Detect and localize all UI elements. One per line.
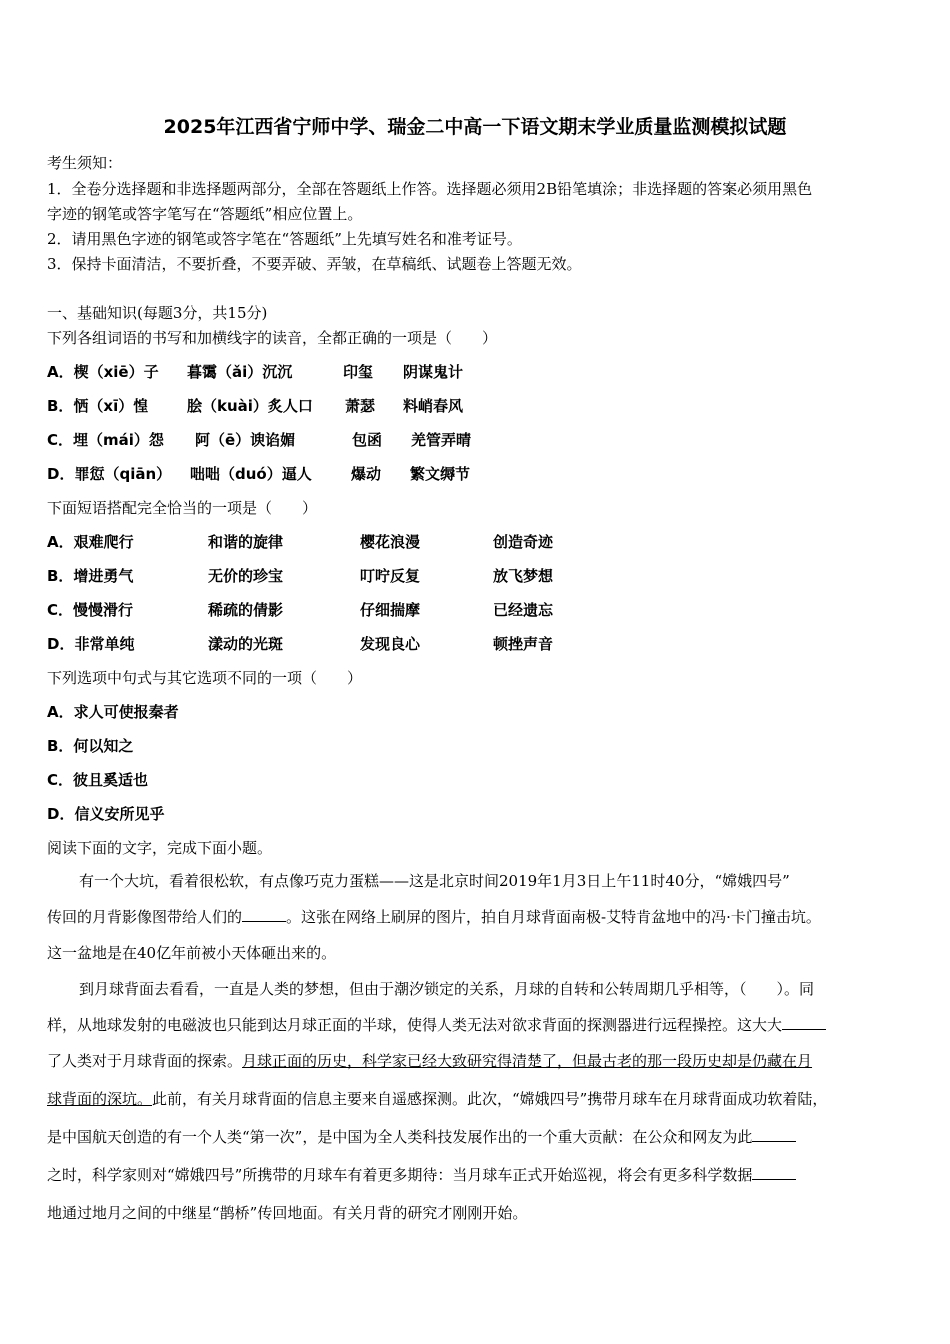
q3-option-c: C．彼且奚适也 (47, 771, 149, 789)
q2-option-a-1: A．艰难爬行 (47, 533, 134, 551)
q2-option-b-1: B．增进勇气 (47, 567, 134, 585)
q2-option-b-2: 无价的珍宝 (208, 567, 284, 585)
passage-text: 传回的月背影像图带给人们的 (47, 908, 243, 926)
q2-option-c-3: 仔细揣摩 (360, 601, 421, 619)
q3-option-a: A．求人可使报秦者 (47, 703, 179, 721)
q1-option-a-2: 暮霭（ǎi）沉沉 (187, 363, 293, 381)
q1-option-c-1: C．埋（mái）怨 (47, 431, 164, 449)
passage-line (47, 1088, 827, 1109)
q2-option-a-2: 和谐的旋律 (208, 533, 284, 551)
passage-line: 地通过地月之间的中继星“鹊桥”传回地面。有关月背的研究才刚刚开始。 (47, 1204, 528, 1222)
passage-text: 。这张在网络上刷屏的图片，拍自月球背面南极-艾特肯盆地中的冯·卡门撞击坑。 (286, 908, 821, 926)
question-2-stem: 下面短语搭配完全恰当的一项是（ ） (47, 499, 318, 517)
q1-option-d-2: 咄咄（duó）逼人 (190, 465, 312, 483)
q1-option-a-3: 印玺 (343, 363, 374, 381)
passage-line (47, 906, 821, 927)
q2-option-c-1: C．慢慢滑行 (47, 601, 134, 619)
passage-text: 样，从地球发射的电磁波也只能到达月球正面的半球，使得人类无法对欲求背面的探测器进行远程操控。这大大 (47, 1016, 783, 1034)
q1-option-a-1: A．楔（xiē）子 (47, 363, 159, 381)
fill-blank (782, 1015, 826, 1030)
q2-option-d-4: 顿挫声音 (493, 635, 554, 653)
q1-option-c-2: 阿（ē）谀谄媚 (195, 431, 296, 449)
notice-line-2: 字迹的钢笔或答字笔写在“答题纸”相应位置上。 (47, 205, 363, 223)
question-1-stem: 下列各组词语的书写和加横线字的读音，全都正确的一项是（ ） (47, 329, 498, 347)
q2-option-d-1: D．非常单纯 (47, 635, 135, 653)
question-3-stem: 下列选项中句式与其它选项不同的一项（ ） (47, 669, 363, 687)
q1-option-b-1: B．恓（xī）惶 (47, 397, 149, 415)
passage-text: 此前，有关月球背面的信息主要来自遥感探测。此次，“嫦娥四号”携带月球车在月球背面成功软着陆， (152, 1090, 828, 1108)
q1-option-d-4: 繁文缛节 (410, 465, 471, 483)
passage-text: 之时，科学家则对“嫦娥四号”所携带的月球车有着更多期待：当月球车正式开始巡视，将会有更多科学数据 (47, 1166, 753, 1184)
q1-option-b-3: 萧瑟 (345, 397, 376, 415)
passage-line (47, 1126, 796, 1147)
passage-line: 这一盆地是在40亿年前被小天体砸出来的。 (47, 944, 337, 962)
q2-option-d-3: 发现良心 (360, 635, 421, 653)
q2-option-a-4: 创造奇迹 (493, 533, 554, 551)
section-heading: 一、基础知识(每题3分，共15分) (47, 304, 268, 322)
q2-option-b-3: 叮咛反复 (360, 567, 421, 585)
page-title: 2025年江西省宁师中学、瑞金二中高一下语文期末学业质量监测模拟试题 (163, 116, 787, 138)
q2-option-c-4: 已经遗忘 (493, 601, 554, 619)
q1-option-c-4: 羌管弄晴 (411, 431, 472, 449)
q2-option-a-3: 樱花浪漫 (360, 533, 421, 551)
fill-blank (242, 907, 286, 922)
passage-line: 到月球背面去看看，一直是人类的梦想，但由于潮汐锁定的关系，月球的自转和公转周期几乎相等，（ ）。同 (79, 980, 815, 998)
passage-text: 了人类对于月球背面的探索。 (47, 1052, 243, 1070)
q2-option-d-2: 漾动的光斑 (208, 635, 284, 653)
q2-option-b-4: 放飞梦想 (493, 567, 554, 585)
q1-option-d-1: D．罪愆（qiān） (47, 465, 172, 483)
q3-option-b: B．何以知之 (47, 737, 134, 755)
passage-line (47, 1164, 796, 1185)
notice-line-4: 3．保持卡面清洁，不要折叠，不要弄破、弄皱，在草稿纸、试题卷上答题无效。 (47, 255, 582, 273)
underlined-sentence: 月球正面的历史，科学家已经大致研究得清楚了，但最古老的那一段历史却是仍藏在月 (242, 1052, 813, 1070)
notice-line-1: 1．全卷分选择题和非选择题两部分，全部在答题纸上作答。选择题必须用2B铅笔填涂；非选择题的答案必须用黑色 (47, 180, 813, 198)
q2-option-c-2: 稀疏的倩影 (208, 601, 284, 619)
fill-blank (752, 1127, 796, 1142)
notice-line-3: 2．请用黑色字迹的钢笔或答字笔在“答题纸”上先填写姓名和准考证号。 (47, 230, 522, 248)
q1-option-c-3: 包函 (352, 431, 383, 449)
passage-line: 有一个大坑，看着很松软，有点像巧克力蛋糕——这是北京时间2019年1月3日上午11时40分，“嫦娥四号” (79, 872, 790, 890)
fill-blank (752, 1165, 796, 1180)
q3-option-d: D．信义安所见乎 (47, 805, 165, 823)
q1-option-b-2: 脍（kuài）炙人口 (187, 397, 313, 415)
passage-text: 是中国航天创造的有一个人类“第一次”，是中国为全人类科技发展作出的一个重大贡献：在公众和网友为此 (47, 1128, 753, 1146)
q1-option-a-4: 阴谋鬼计 (403, 363, 464, 381)
reading-intro: 阅读下面的文字，完成下面小题。 (47, 839, 273, 857)
passage-line (47, 1050, 812, 1071)
passage-line (47, 1014, 826, 1035)
q1-option-b-4: 料峭春风 (403, 397, 464, 415)
q1-option-d-3: 爆动 (351, 465, 382, 483)
notice-heading: 考生须知： (47, 154, 123, 172)
underlined-sentence: 球背面的深坑。 (47, 1090, 153, 1108)
